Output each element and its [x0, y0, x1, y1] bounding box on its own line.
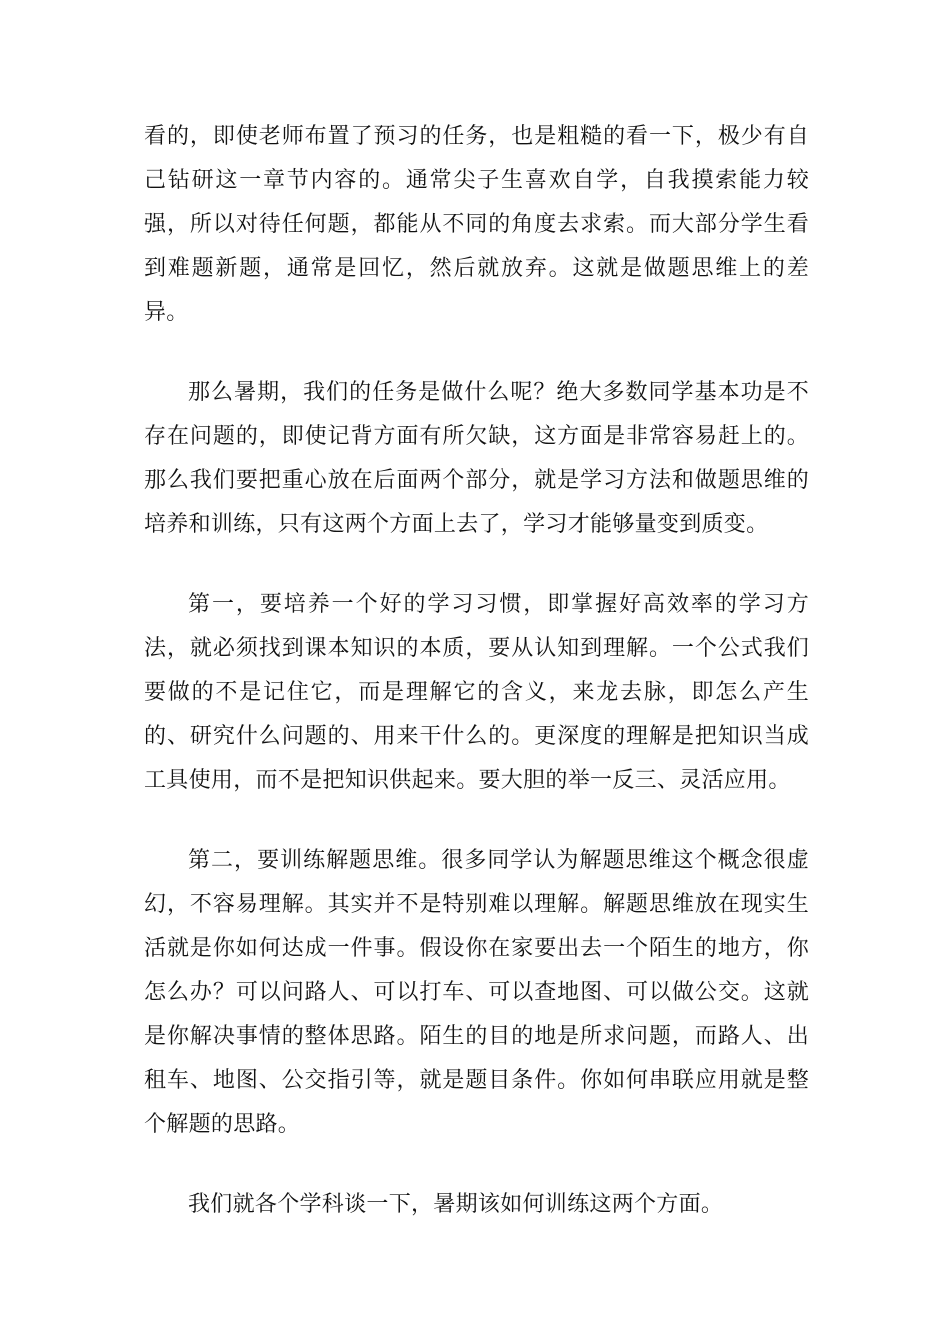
- paragraph-second-point: 第二，要训练解题思维。很多同学认为解题思维这个概念很虚幻，不容易理解。其实并不是特别难以理解。解题思维放在现实生活就是你如何达成一件事。假设你在家要出去一个陌生的地方，你怎么办？可以问路人、可以打车、可以查地图、可以做公交。这就是你解决事情的整体思路。陌生的目的地是所求问题，而路人、出租车、地图、公交指引等，就是题目条件。你如何串联应用就是整个解题的思路。: [144, 848, 809, 1137]
- paragraph-continuation: 看的，即使老师布置了预习的任务，也是粗糙的看一下，极少有自己钻研这一章节内容的。通常尖子生喜欢自学，自我摸索能力较强，所以对待任何题，都能从不同的角度去求索。而大部分学生看到难题新题，通常是回忆，然后就放弃。这就是做题思维上的差异。: [144, 124, 809, 325]
- paragraph-first-point: 第一，要培养一个好的学习习惯，即掌握好高效率的学习方法，就必须找到课本知识的本质，要从认知到理解。一个公式我们要做的不是记住它，而是理解它的含义，来龙去脉，即怎么产生的、研究什么问题的、用来干什么的。更深度的理解是把知识当成工具使用，而不是把知识供起来。要大胆的举一反三、灵活应用。: [144, 592, 809, 793]
- paragraph-subjects-intro: 我们就各个学科谈一下，暑期该如何训练这两个方面。: [188, 1192, 724, 1217]
- body-text: [144, 115, 809, 1227]
- paragraph-summer-task: 那么暑期，我们的任务是做什么呢？绝大多数同学基本功是不存在问题的，即使记背方面有所欠缺，这方面是非常容易赶上的。那么我们要把重心放在后面两个部分，就是学习方法和做题思维的培养和训练，只有这两个方面上去了，学习才能够量变到质变。: [144, 380, 809, 537]
